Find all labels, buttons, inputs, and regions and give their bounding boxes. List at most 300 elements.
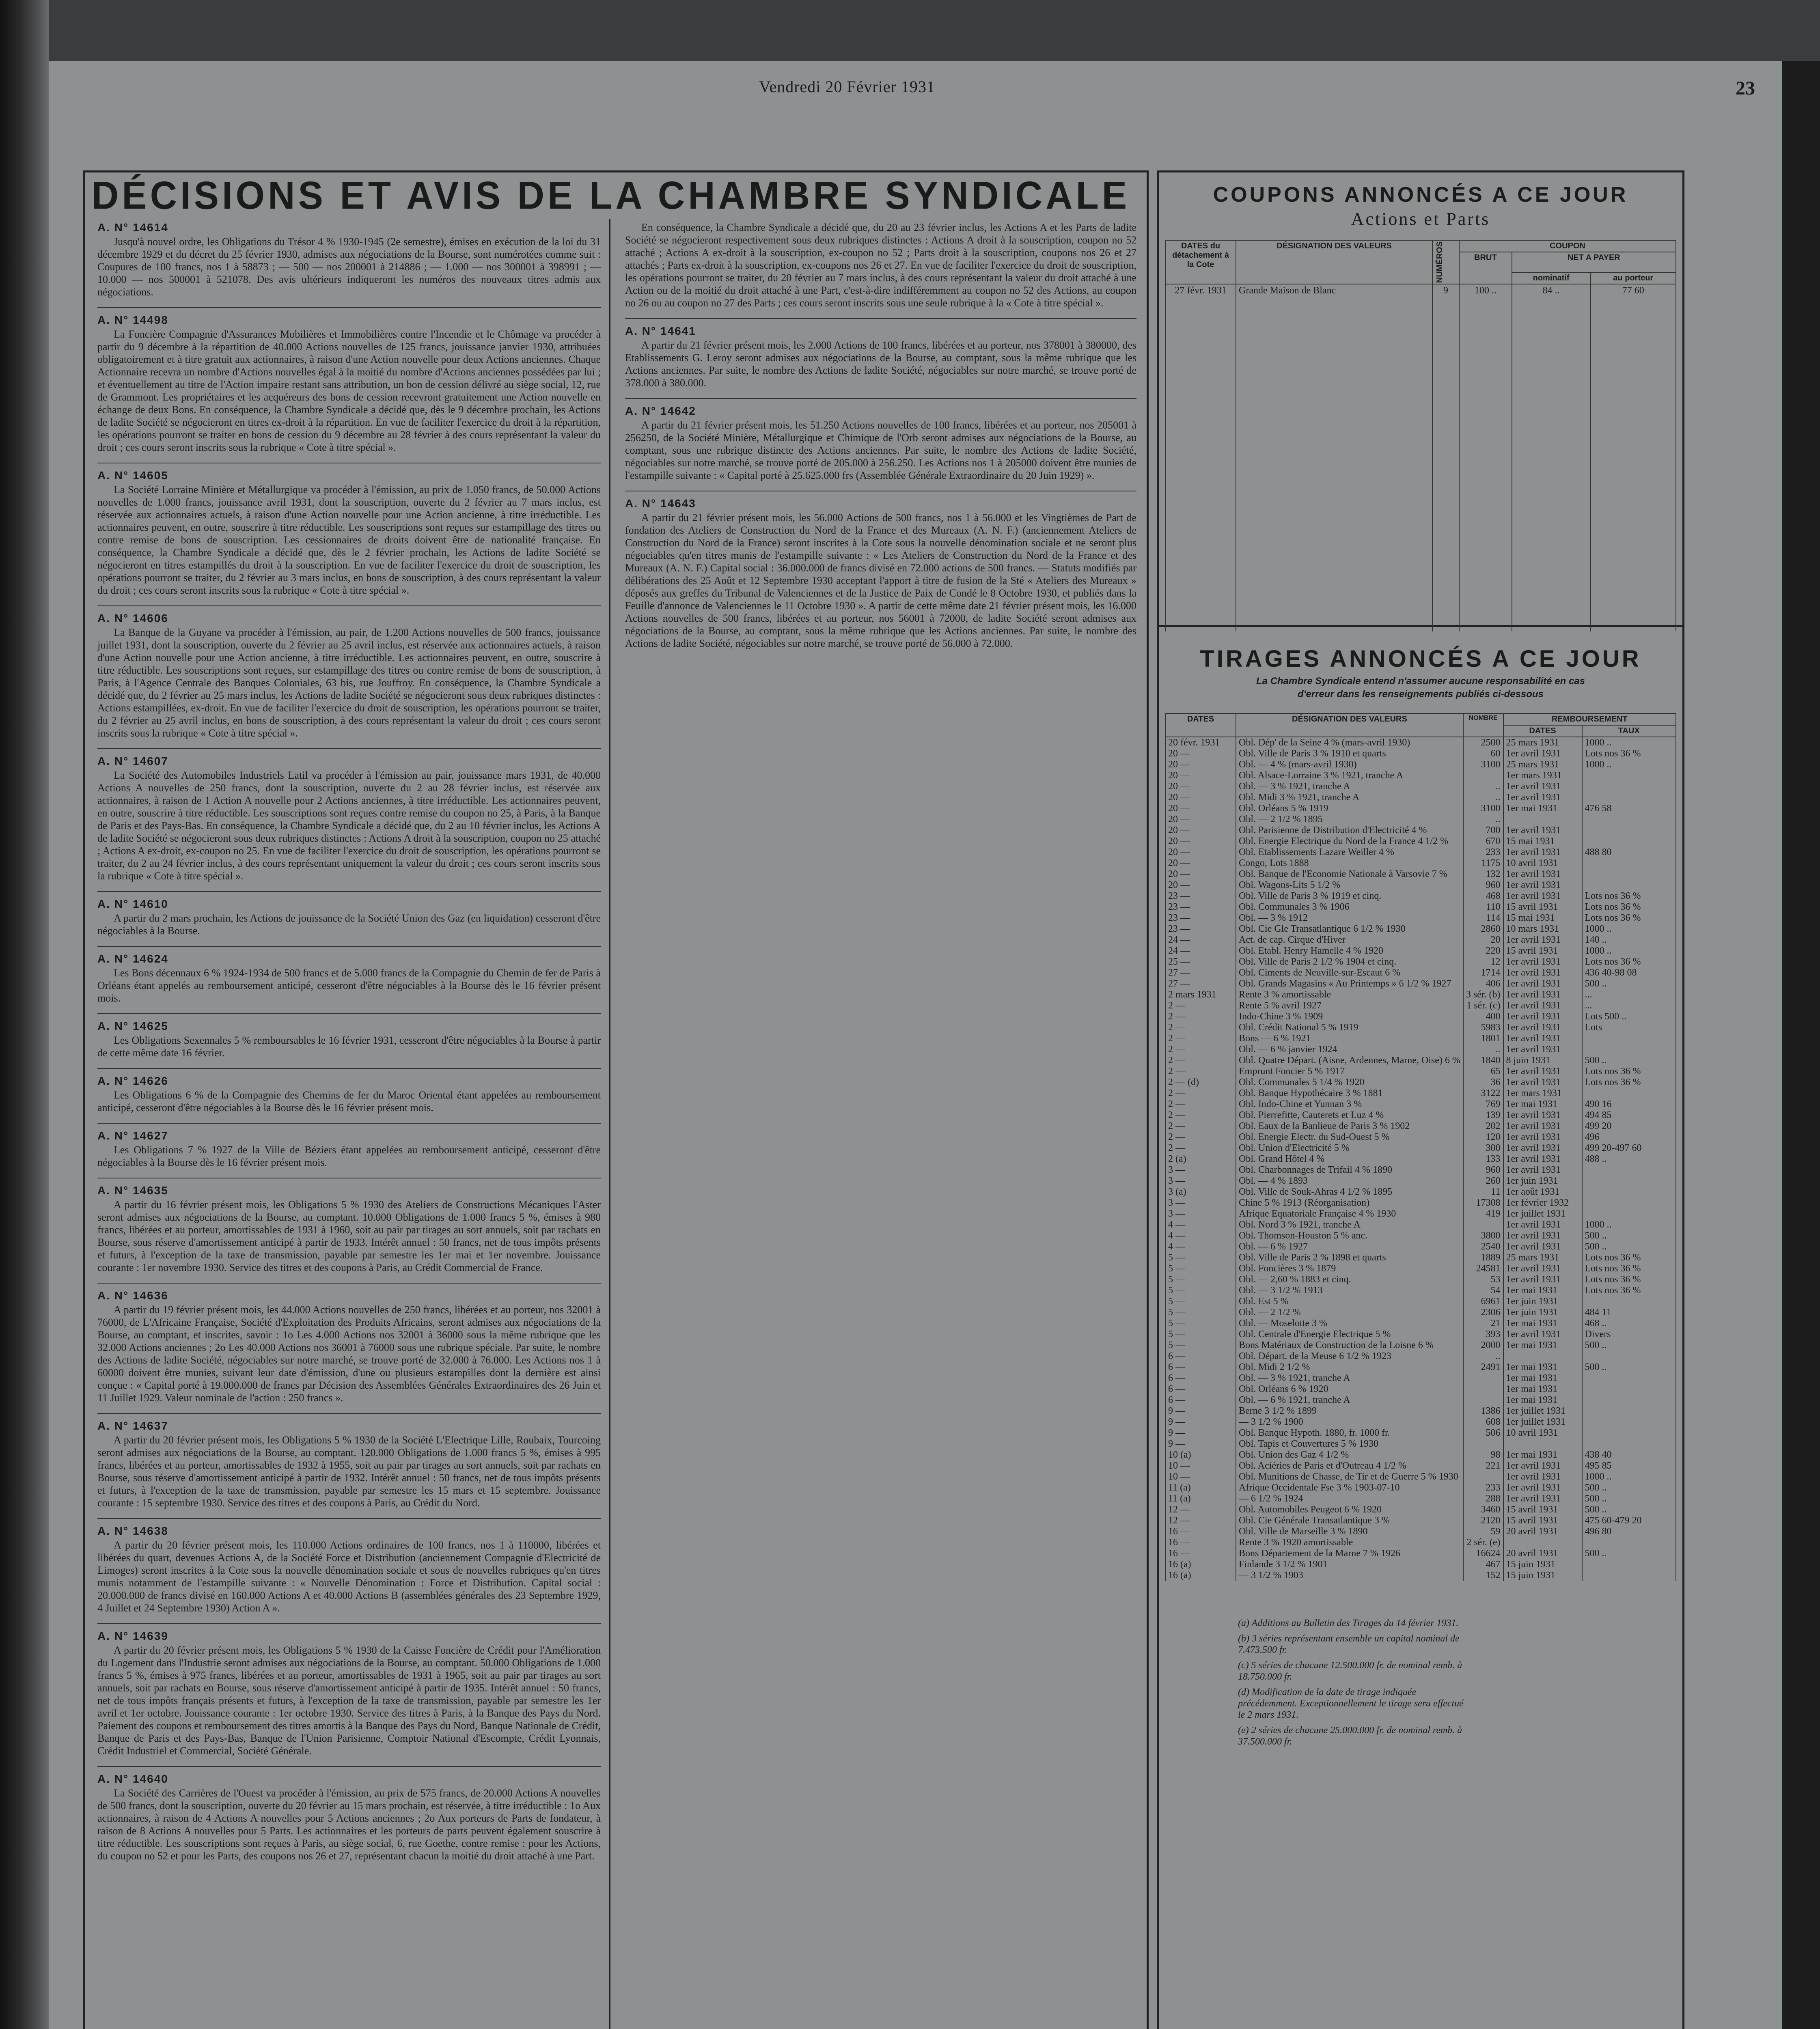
table-row [1165, 1230, 1676, 1241]
notice-number: A. N° 14636 [97, 1289, 168, 1302]
coupon-cell-porteur: 77 60 [1591, 284, 1676, 297]
notice-separator [97, 605, 601, 606]
tirage-cell-rdate: 10 avril 1931 [1503, 858, 1582, 869]
tirage-cell-rdate: 25 mars 1931 [1503, 759, 1582, 770]
empty-cell [1165, 297, 1236, 631]
page-edge [1782, 61, 1820, 2029]
tirage-cell-taux: 500 .. [1582, 1340, 1676, 1351]
tirage-cell-nombre: 139 [1463, 1110, 1503, 1121]
tirage-cell-taux [1582, 1165, 1676, 1176]
notice-item [97, 1419, 601, 1509]
left-frame-rule [83, 170, 85, 2029]
notices-column-1 [97, 221, 601, 2029]
tirage-cell-taux: ... [1582, 989, 1676, 1000]
notice-separator [625, 398, 1136, 399]
notice-separator [97, 1013, 601, 1014]
tirage-cell-taux [1582, 825, 1676, 836]
notice-item [97, 755, 601, 882]
tirage-cell-taux: Lots 500 .. [1582, 1011, 1676, 1022]
tirage-cell-date: 27 — [1165, 967, 1236, 978]
tirage-cell-nombre: 133 [1463, 1154, 1503, 1165]
table-row [1165, 1088, 1676, 1099]
tirage-cell-designation: Obl. Grands Magasins « Au Printemps » 6 1/2 % 1927 [1236, 978, 1463, 989]
tirage-cell-nombre: 120 [1463, 1132, 1503, 1143]
notice-separator [625, 318, 1136, 319]
notice-separator [97, 307, 601, 308]
tirage-cell-date: 20 — [1165, 847, 1236, 858]
table-row [1165, 1395, 1676, 1406]
tirage-cell-nombre: 1714 [1463, 967, 1503, 978]
col-header-designation: DÉSIGNATION DES VALEURS [1236, 713, 1463, 737]
tirage-cell-designation: Emprunt Foncier 5 % 1917 [1236, 1066, 1463, 1077]
tirage-cell-designation: Obl. Etablissements Lazare Weiller 4 % [1236, 847, 1463, 858]
notice-item [97, 1184, 601, 1274]
table-row [1165, 814, 1676, 825]
tirage-cell-taux: 494 85 [1582, 1110, 1676, 1121]
coupon-cell-date: 27 févr. 1931 [1165, 284, 1236, 297]
tirage-cell-designation: Congo, Lots 1888 [1236, 858, 1463, 869]
notice-separator [97, 1623, 601, 1624]
notice-item [97, 952, 601, 1004]
tirage-cell-designation: Obl. Thomson-Houston 5 % anc. [1236, 1230, 1463, 1241]
tirage-cell-nombre: 260 [1463, 1176, 1503, 1187]
footnote: (a) Additions au Bulletin des Tirages du 14 février 1931. [1238, 1618, 1459, 1628]
tirage-cell-date: 2 — [1165, 1110, 1236, 1121]
col-header-designation: DÉSIGNATION DES VALEURS [1236, 240, 1432, 284]
col-header-rdates: DATES [1503, 725, 1582, 737]
tirage-cell-taux [1582, 1428, 1676, 1439]
tirage-cell-rdate: 1er avril 1931 [1503, 1121, 1582, 1132]
tirage-cell-designation: Act. de cap. Cirque d'Hiver [1236, 935, 1463, 946]
tirage-cell-designation: Obl. Midi 2 1/2 % [1236, 1362, 1463, 1373]
tirage-cell-rdate: 15 avril 1931 [1503, 1504, 1582, 1515]
empty-cell [1236, 297, 1432, 631]
tirage-cell-designation: Obl. Communales 3 % 1906 [1236, 902, 1463, 913]
table-row [1165, 836, 1676, 847]
tirage-cell-date: 2 — [1165, 1044, 1236, 1055]
notice-separator [97, 891, 601, 892]
tirage-cell-nombre: 300 [1463, 1143, 1503, 1154]
column-rule-2 [1147, 170, 1149, 2029]
notice-number: A. N° 14624 [97, 952, 168, 965]
tirage-cell-taux [1582, 792, 1676, 803]
tirage-cell-rdate: 1er mai 1931 [1503, 1395, 1582, 1406]
tirage-cell-designation: Obl. Orléans 5 % 1919 [1236, 803, 1463, 814]
tirage-cell-designation: Obl. Charbonnages de Trifail 4 % 1890 [1236, 1165, 1463, 1176]
tirage-cell-designation: Obl. Crédit National 5 % 1919 [1236, 1022, 1463, 1033]
tirage-cell-designation: Obl. Ville de Marseille 3 % 1890 [1236, 1526, 1463, 1537]
tirage-cell-rdate: 1er avril 1931 [1503, 1066, 1582, 1077]
tirage-cell-taux: 495 85 [1582, 1460, 1676, 1471]
tirage-cell-date: 6 — [1165, 1373, 1236, 1384]
tirage-cell-date: 16 — [1165, 1548, 1236, 1559]
tirage-cell-taux [1582, 770, 1676, 781]
notice-number: A. N° 14639 [97, 1630, 168, 1642]
tirage-cell-rdate: 1er mai 1931 [1503, 803, 1582, 814]
tirage-cell-rdate: 1er mai 1931 [1503, 1362, 1582, 1373]
notice-item [625, 497, 1136, 650]
tirage-cell-date: 4 — [1165, 1241, 1236, 1252]
tirage-cell-taux: 140 .. [1582, 935, 1676, 946]
empty-cell [1432, 297, 1459, 631]
tirage-cell-rdate: 1er avril 1931 [1503, 1329, 1582, 1340]
tirage-cell-rdate: 1er mars 1931 [1503, 1088, 1582, 1099]
tirage-cell-rdate: 1er avril 1931 [1503, 781, 1582, 792]
tirage-cell-designation: Indo-Chine 3 % 1909 [1236, 1011, 1463, 1022]
notice-separator [97, 1068, 601, 1069]
table-row [1165, 1296, 1676, 1307]
tirage-cell-rdate: 10 avril 1931 [1503, 1428, 1582, 1439]
notice-text: Les Bons décennaux 6 % 1924-1934 de 500 francs et de 5.000 francs de la Compagnie du Chemin de fer de Paris à Orléans étant appelés au remboursement anticipé, cesseront d'être négociables à la Bourse dès le 16 février présent mois. [97, 967, 601, 1004]
notice-text: A partir du 20 février présent mois, les 110.000 Actions ordinaires de 100 francs, nos 1 à 110000, libérées et libérées du quart, devenues Actions A, de la Société Force et Distribution (anciennement Compagnie d'Electricité de Limoges) seront inscrites à la Cote sous la nouvelle dénomination sociale et sous de nouvelles rubriques qu'en titres munis notamment de l'estampille suivante : « Nouvelle Dénomination : Force et Distribution. Capital social : 20.000.000 de francs divisé en 160.000 Actions A et 40.000 Actions B (assemblées générales des 23 Septembre 1929, 4 Juillet et 24 Septembre 1930) Action A ». [97, 1539, 601, 1614]
tirage-cell-taux [1582, 1088, 1676, 1099]
tirage-cell-rdate: 1er avril 1931 [1503, 1230, 1582, 1241]
tirage-cell-nombre: 1889 [1463, 1252, 1503, 1263]
tirage-cell-designation: Rente 5 % avril 1927 [1236, 1000, 1463, 1011]
tirage-cell-taux: 468 .. [1582, 1318, 1676, 1329]
notice-separator [97, 946, 601, 947]
table-row [1165, 1198, 1676, 1208]
col-header-dates: DATES [1165, 713, 1236, 737]
table-row [1165, 1482, 1676, 1493]
tirage-cell-date: 9 — [1165, 1417, 1236, 1428]
tirage-cell-nombre: 3122 [1463, 1088, 1503, 1099]
tirage-cell-designation: Obl. — 3 % 1921, tranche A [1236, 781, 1463, 792]
tirage-cell-nombre: .. [1463, 781, 1503, 792]
tirage-cell-nombre [1463, 1439, 1503, 1450]
tirage-cell-nombre: 670 [1463, 836, 1503, 847]
table-row [1165, 1132, 1676, 1143]
tirage-cell-taux: 499 20 [1582, 1121, 1676, 1132]
table-row [1165, 1033, 1676, 1044]
col-header-nominatif: nominatif [1512, 272, 1591, 284]
tirage-cell-date: 20 — [1165, 880, 1236, 891]
top-rule-left [83, 170, 1147, 172]
tirage-cell-taux [1582, 880, 1676, 891]
tirage-cell-nombre [1463, 1471, 1503, 1482]
notice-number: A. N° 14614 [97, 221, 168, 234]
tirage-cell-date: 9 — [1165, 1428, 1236, 1439]
tirage-cell-taux [1582, 1033, 1676, 1044]
tirage-cell-rdate: 1er mai 1931 [1503, 1340, 1582, 1351]
tirage-cell-nombre: 3100 [1463, 759, 1503, 770]
coupon-cell-nominatif: 84 .. [1512, 284, 1591, 297]
notice-item [97, 1289, 601, 1404]
table-filler-row [1165, 297, 1676, 631]
tirage-cell-rdate: 1er avril 1931 [1503, 1110, 1582, 1121]
tirage-cell-rdate: 15 avril 1931 [1503, 902, 1582, 913]
tirage-cell-rdate: 1er mai 1931 [1503, 1373, 1582, 1384]
tirage-cell-date: 20 — [1165, 759, 1236, 770]
tirage-cell-date: 3 — [1165, 1176, 1236, 1187]
table-row [1165, 1241, 1676, 1252]
notice-text: La Foncière Compagnie d'Assurances Mobilières et Immobilières contre l'Incendie et le Chômage va procéder à partir du 9 décembre à la répartition de 40.000 Actions nouvelles de 125 francs, jouissance janvier 1930, attribuées obligatoirement et à titre gratuit aux actionnaires, à raison d'une Action nouvelle pour deux Actions anciennes. Chaque Actionnaire recevra un nombre d'Actions nouvelles égal à la moitié du nombre d'Actions anciennes possédées par lui ; et éventuellement au titre de l'Action impaire restant sans attribution, un bon de cession délivré au siège social, 12, rue de Grammont. Les propriétaires et les acquéreurs des bons de cession recevront gratuitement une Action nouvelle en échange de deux Bons. En conséquence, la Chambre Syndicale a décidé que, dès le 9 décembre prochain, les Actions de ladite Société se négocieront en titres ex-droit à la répartition. En vue de faciliter l'exercice du droit à la répartition, les opérations pourront se traiter en bons de cession du 9 décembre au 28 février à des cours représentant la valeur du droit ; ces cours seront inscrits sous la rubrique « Cote à titre spécial ». [97, 328, 601, 453]
notice-item [97, 612, 601, 739]
tirage-cell-date: 2 — (d) [1165, 1077, 1236, 1088]
table-row [1165, 891, 1676, 902]
tirage-cell-designation: Obl. Centrale d'Energie Electrique 5 % [1236, 1329, 1463, 1340]
notice-number: A. N° 14638 [97, 1525, 168, 1537]
tirage-cell-taux: 496 [1582, 1132, 1676, 1143]
running-head-date: Vendredi 20 Février 1931 [759, 78, 935, 96]
tirage-cell-designation: Obl. — 2 1/2 % 1895 [1236, 814, 1463, 825]
tirage-cell-date: 20 — [1165, 814, 1236, 825]
tirage-cell-rdate: 1er avril 1931 [1503, 967, 1582, 978]
tirage-cell-taux: 500 .. [1582, 1230, 1676, 1241]
tirage-cell-nombre: 700 [1463, 825, 1503, 836]
notice-number: A. N° 14606 [97, 612, 168, 625]
tirage-cell-nombre: 60 [1463, 748, 1503, 759]
tirage-cell-designation: Obl. — 4 % (mars-avril 1930) [1236, 759, 1463, 770]
tirage-cell-nombre: 2860 [1463, 924, 1503, 935]
table-row [1165, 902, 1676, 913]
tirage-cell-nombre: 3 sér. (b) [1463, 989, 1503, 1000]
tirage-cell-rdate: 1er avril 1931 [1503, 1263, 1582, 1274]
tirage-cell-taux [1582, 1044, 1676, 1055]
table-row [1165, 989, 1676, 1000]
col-header-porteur: au porteur [1591, 272, 1676, 284]
tirage-cell-date: 2 — [1165, 1055, 1236, 1066]
tirage-cell-designation: Finlande 3 1/2 % 1901 [1236, 1559, 1463, 1570]
tirage-cell-designation: Berne 3 1/2 % 1899 [1236, 1406, 1463, 1417]
tirage-cell-designation: Obl. Energie Electrique du Nord de la France 4 1/2 % [1236, 836, 1463, 847]
tirage-cell-designation: Obl. Ville de Paris 3 % 1910 et quarts [1236, 748, 1463, 759]
tirage-cell-rdate: 1er avril 1931 [1503, 880, 1582, 891]
notice-item [625, 221, 1136, 309]
table-row [1165, 967, 1676, 978]
tirage-cell-rdate: 1er avril 1931 [1503, 891, 1582, 902]
tirage-cell-nombre: 54 [1463, 1285, 1503, 1296]
col-header-coupon: COUPON [1459, 240, 1676, 252]
tirage-cell-designation: Obl. Munitions de Chasse, de Tir et de Guerre 5 % 1930 [1236, 1471, 1463, 1482]
notice-separator [97, 1413, 601, 1414]
tirage-cell-date: 20 — [1165, 792, 1236, 803]
page-title: DÉCISIONS ET AVIS DE LA CHAMBRE SYNDICALE [91, 174, 1130, 218]
tirage-cell-date: 5 — [1165, 1263, 1236, 1274]
tirage-cell-date: 2 — [1165, 1121, 1236, 1132]
tirage-cell-date: 6 — [1165, 1351, 1236, 1362]
tirage-cell-designation: Rente 3 % amortissable [1236, 989, 1463, 1000]
tirage-cell-date: 6 — [1165, 1395, 1236, 1406]
table-row [1165, 880, 1676, 891]
table-row [1165, 1373, 1676, 1384]
tirage-cell-nombre: 59 [1463, 1526, 1503, 1537]
tirage-cell-rdate: 1er juillet 1931 [1503, 1208, 1582, 1219]
table-row [1165, 956, 1676, 967]
table-row [1165, 1515, 1676, 1526]
tirage-cell-designation: Obl. Ciments de Neuville-sur-Escaut 6 % [1236, 967, 1463, 978]
table-row [1165, 1263, 1676, 1274]
notice-item [97, 1773, 601, 1862]
notice-text: A partir du 20 février présent mois, les Obligations 5 % 1930 de la Caisse Foncière de Crédit pour l'Amélioration du Logement dans l'Industrie seront admises aux négociations de la Bourse, au comptant. 50.000 Obligations de 1.000 francs 5 %, émises à 975 francs, libérées et au porteur, amortissables de 1931 à 1965, soit au pair par tirages au sort annuels, soit par rachats en Bourse, sous réserve d'amortissement anticipé à partir de 1935. Intérêt annuel : 50 francs, net de tous impôts français présents et futurs, à l'exception de la taxe de transmission, payable par semestre les 1er avril et 1er octobre. Jouissance courante : 1er octobre 1930. Service des titres à Paris, à la Banque des Pays du Nord. Paiement des coupons et remboursement des titres amortis à la Banque des Pays du Nord, Banque Nationale de Crédit, Banque de Paris et des Pays-Bas, Banque de l'Union Parisienne, Comptoir National d'Escompte, Crédit Lyonnais, Crédit Industriel et Commercial, Société Générale. [97, 1644, 601, 1757]
tirage-cell-date: 5 — [1165, 1329, 1236, 1340]
tirage-cell-rdate: 8 juin 1931 [1503, 1055, 1582, 1066]
tirage-cell-designation: — 3 1/2 % 1900 [1236, 1417, 1463, 1428]
notice-item [97, 1075, 601, 1114]
tirage-cell-rdate: 1er avril 1931 [1503, 825, 1582, 836]
tirage-cell-date: 5 — [1165, 1307, 1236, 1318]
tirage-cell-nombre: 220 [1463, 946, 1503, 956]
tirage-cell-nombre: 960 [1463, 880, 1503, 891]
tirage-cell-rdate: 1er mai 1931 [1503, 1318, 1582, 1329]
notice-text: En conséquence, la Chambre Syndicale a décidé que, du 20 au 23 février inclus, les Actions A et les Parts de ladite Société se négocieront respectivement sous deux rubriques distinctes : Actions A droit à la souscription, coupon no 52 attaché ; Actions A ex-droit à la souscription, ex-coupon no 52 ; Parts droit à la souscription, coupons nos 26 et 27 attachés ; Parts ex-droit à la souscription, ex-coupons nos 26 et 27. En vue de faciliter l'exercice du droit de souscription, les opérations pourront se traiter, du 20 février au 7 mars inclus, à des cours représentant la valeur du droit attaché à une Action ou de la moitié du droit attaché à une Part, c'est-à-dire indifféremment au coupon no 52 des Actions, au coupon no 26 ou au coupon no 27 des Parts ; ces cours seront inscrits sous une seule rubrique à la « Cote à titre spécial ». [625, 222, 1136, 309]
tirage-cell-rdate: 15 juin 1931 [1503, 1559, 1582, 1570]
tirage-cell-nombre: 3460 [1463, 1504, 1503, 1515]
notice-text: A partir du 19 février présent mois, les 44.000 Actions nouvelles de 250 francs, libérées et au porteur, nos 32001 à 76000, de L'Africaine Française, Société d'Exploitation des Produits Africains, seront admises aux négociations de la Bourse, au comptant, et inscrites, savoir : 1o Les 4.000 Actions nos 32001 à 36000 sous la même rubrique que les 32.000 Actions anciennes ; 2o Les 40.000 Actions nos 36001 à 76000 sous une rubrique spéciale. Par suite, le nombre des Actions de ladite Société, négociables sur notre marché, se trouve porté de 32.000 à 76.000. Les Actions nos 1 à 60000 doivent être munies, suivant leur date d'émission, d'une ou plusieurs estampilles dont la dernière est ainsi conçue : « Capital porté à 19.000.000 de francs par Décision des Assemblées Générales Extraordinaires des 26 Juin et 11 Juillet 1929. Valeur nominale de l'action : 250 francs ». [97, 1304, 601, 1404]
notice-text: Jusqu'à nouvel ordre, les Obligations du Trésor 4 % 1930-1945 (2e semestre), émises en exécution de la loi du 31 décembre 1929 et du décret du 25 février 1930, admises aux négociations de la Bourse, sont numérotées comme suit : Coupures de 100 francs, nos 1 à 58873 ; — 500 — nos 200001 à 214886 ; — 1.000 — nos 300001 à 398991 ; — 10.000 — nos 500001 à 521078. Des avis ultérieurs indiqueront les numéros des nouveaux titres admis aux négociations. [97, 236, 601, 298]
table-row [1165, 792, 1676, 803]
tirage-cell-taux [1582, 869, 1676, 880]
tirage-cell-date: 27 — [1165, 978, 1236, 989]
notice-text: La Banque de la Guyane va procéder à l'émission, au pair, de 1.200 Actions nouvelles de 500 francs, jouissance juillet 1931, dont la souscription, ouverte du 2 février au 25 avril inclus, est réservée aux actionnaires actuels, à raison d'une Action nouvelle pour une Action ancienne, à titre irréductible. Les actionnaires peuvent, en outre, souscrire à titre réductible. Les souscriptions sont reçues, sur estampillage des titres ou contre remise de bons de souscription, à Paris, à l'Agence Centrale des Banques Coloniales, 63 bis, rue Jouffroy. En conséquence, la Chambre Syndicale a décidé que, du 2 février au 25 mars inclus, les Actions de ladite Société se négocieront sous deux rubriques distinctes : Actions estampillées, ex-droit. En vue de faciliter l'exercice du droit de souscription, les opérations pourront se traiter, du 2 février au 25 avril inclus, en bons de souscription, à des cours représentant la valeur du droit ; ces cours seront inscrits sous la rubrique « Cote à titre spécial ». [97, 627, 601, 739]
tirage-cell-date: 16 (a) [1165, 1570, 1236, 1581]
table-row [1165, 1351, 1676, 1362]
tirage-cell-taux [1582, 1373, 1676, 1384]
tirage-cell-nombre: 393 [1463, 1329, 1503, 1340]
tirage-cell-designation: Obl. Alsace-Lorraine 3 % 1921, tranche A [1236, 770, 1463, 781]
tirage-cell-rdate: 1er avril 1931 [1503, 1274, 1582, 1285]
table-row [1165, 1307, 1676, 1318]
tirage-cell-rdate: 1er mai 1931 [1503, 1450, 1582, 1460]
tirage-cell-taux: 499 20-497 60 [1582, 1143, 1676, 1154]
tirage-cell-taux [1582, 1198, 1676, 1208]
coupons-title: COUPONS ANNONCÉS A CE JOUR [1213, 183, 1628, 207]
tirage-cell-nombre: 1 sér. (c) [1463, 1000, 1503, 1011]
tirage-cell-date: 23 — [1165, 891, 1236, 902]
tirage-cell-nombre: 17308 [1463, 1198, 1503, 1208]
tirage-cell-taux: Lots nos 36 % [1582, 913, 1676, 924]
tirage-cell-designation: Obl. Départ. de la Meuse 6 1/2 % 1923 [1236, 1351, 1463, 1362]
tirage-cell-taux: 500 .. [1582, 1362, 1676, 1373]
tirage-cell-nombre: 24581 [1463, 1263, 1503, 1274]
tirage-cell-rdate: 25 mars 1931 [1503, 1252, 1582, 1263]
tirage-cell-taux: 1000 .. [1582, 737, 1676, 748]
tirage-cell-rdate: 25 mars 1931 [1503, 737, 1582, 748]
tirage-cell-rdate: 15 mai 1931 [1503, 913, 1582, 924]
tirage-cell-taux: Lots nos 36 % [1582, 1252, 1676, 1263]
table-row [1165, 924, 1676, 935]
notice-number: A. N° 14607 [97, 755, 168, 767]
col-header-remboursement: REMBOURSEMENT [1503, 713, 1676, 725]
tirage-cell-designation: — 6 1/2 % 1924 [1236, 1493, 1463, 1504]
tirage-cell-date: 5 — [1165, 1340, 1236, 1351]
tirage-cell-nombre: 419 [1463, 1208, 1503, 1219]
col-header-dates: DATES du détachement à la Cote [1165, 240, 1236, 284]
tirage-cell-rdate: 1er mai 1931 [1503, 1099, 1582, 1110]
tirage-cell-date: 2 — [1165, 1132, 1236, 1143]
tirage-cell-designation: Obl. Parisienne de Distribution d'Electricité 4 % [1236, 825, 1463, 836]
tirage-cell-date: 5 — [1165, 1285, 1236, 1296]
notice-text: A partir du 20 février présent mois, les Obligations 5 % 1930 de la Société L'Electrique Lille, Roubaix, Tourcoing seront admises aux négociations de la Bourse, au comptant. 120.000 Obligations de 1.000 francs 5 %, émises à 995 francs, libérées et au porteur, amortissables de 1932 à 1955, soit au pair par tirages au sort annuels, soit par rachats en Bourse, sous réserve d'amortissement anticipé à partir de 1932. Intérêt annuel : 50 francs, net de tous impôts présents et futurs, à l'exception de la taxe de transmission, payable par semestre les 15 mars et 15 septembre. Jouissance courante : 15 septembre 1930. Service des titres et des coupons à Paris, au Crédit du Nord. [97, 1434, 601, 1509]
tirage-cell-nombre: 233 [1463, 847, 1503, 858]
tirage-cell-designation: Afrique Equatoriale Française 4 % 1930 [1236, 1208, 1463, 1219]
table-row [1165, 1362, 1676, 1373]
coupons-table [1165, 240, 1676, 631]
tirage-cell-taux: 500 .. [1582, 1493, 1676, 1504]
tirage-cell-designation: Obl. Ville de Paris 2 1/2 % 1904 et cinq. [1236, 956, 1463, 967]
tirage-cell-nombre: 400 [1463, 1011, 1503, 1022]
tirage-cell-date: 10 (a) [1165, 1450, 1236, 1460]
tirage-cell-rdate: 1er juin 1931 [1503, 1307, 1582, 1318]
tirage-cell-designation: Obl. — 3 1/2 % 1913 [1236, 1285, 1463, 1296]
tirage-cell-taux: Lots nos 36 % [1582, 891, 1676, 902]
table-row [1165, 858, 1676, 869]
tirage-cell-rdate: 1er avril 1931 [1503, 1011, 1582, 1022]
tirage-cell-date: 23 — [1165, 924, 1236, 935]
tirage-cell-nombre: 132 [1463, 869, 1503, 880]
table-row [1165, 1143, 1676, 1154]
tirage-cell-nombre: 3800 [1463, 1230, 1503, 1241]
tirage-cell-date: 9 — [1165, 1439, 1236, 1450]
table-row [1165, 1022, 1676, 1033]
tirage-cell-rdate: 15 avril 1931 [1503, 946, 1582, 956]
tirage-cell-nombre [1463, 1219, 1503, 1230]
page-number: 23 [1736, 78, 1755, 99]
notice-item [625, 405, 1136, 482]
tirage-cell-date: 5 — [1165, 1274, 1236, 1285]
tirage-cell-date: 24 — [1165, 935, 1236, 946]
tirage-cell-taux [1582, 1559, 1676, 1570]
tirage-cell-nombre: .. [1463, 1044, 1503, 1055]
notice-text: La Société des Carrières de l'Ouest va procéder à l'émission, au prix de 575 francs, de 20.000 Actions A nouvelles de 500 francs, dont la souscription, ouverte du 20 février au 15 mars prochain, est réservée, à titre irréductible : 1o Aux actionnaires, à raison de 4 Actions A nouvelles pour 5 Actions anciennes ; 2o Aux porteurs de Parts de fondateur, à raison de 8 Actions A nouvelles pour 5 Parts. Les actionnaires et les porteurs de parts peuvent également souscrire à titre réductible. Les souscriptions sont reçues à Paris, au siège social, 6, rue Goethe, contre remise : pour les Actions, du coupon no 52 et pour les Parts, des coupons nos 26 et 27, représentant chacun la moitié du droit attaché à une Part. [97, 1787, 601, 1862]
tirage-cell-date: 2 — [1165, 1000, 1236, 1011]
tirage-cell-taux [1582, 1296, 1676, 1307]
tirage-cell-rdate: 10 mars 1931 [1503, 924, 1582, 935]
tirage-cell-designation: Obl. Orléans 6 % 1920 [1236, 1384, 1463, 1395]
tirage-cell-nombre: 65 [1463, 1066, 1503, 1077]
table-row [1165, 1285, 1676, 1296]
tirage-cell-date: 2 (a) [1165, 1154, 1236, 1165]
tirage-cell-designation: Obl. Etabl. Henry Hamelle 4 % 1920 [1236, 946, 1463, 956]
notice-item [97, 1129, 601, 1169]
tirage-cell-date: 9 — [1165, 1406, 1236, 1417]
table-row [1165, 781, 1676, 792]
tirage-cell-taux [1582, 1406, 1676, 1417]
tirage-cell-nombre: 2120 [1463, 1515, 1503, 1526]
tirage-cell-designation: Obl. Dép' de la Seine 4 % (mars-avril 1930) [1236, 737, 1463, 748]
coupon-cell-designation: Grande Maison de Blanc [1236, 284, 1432, 297]
table-row [1165, 1099, 1676, 1110]
tirage-cell-designation: Obl. Eaux de la Banlieue de Paris 3 % 1902 [1236, 1121, 1463, 1132]
tirage-cell-taux: 500 .. [1582, 1482, 1676, 1493]
tirage-cell-rdate: 1er février 1932 [1503, 1198, 1582, 1208]
tirage-cell-nombre: 20 [1463, 935, 1503, 946]
tirage-cell-date: 20 févr. 1931 [1165, 737, 1236, 748]
notice-separator [97, 1283, 601, 1284]
tirage-cell-rdate: 1er mars 1931 [1503, 770, 1582, 781]
tirage-cell-taux: Lots nos 36 % [1582, 1274, 1676, 1285]
tirage-cell-taux: Lots nos 36 % [1582, 748, 1676, 759]
tirage-cell-nombre: 1840 [1463, 1055, 1503, 1066]
tirage-cell-taux: 490 16 [1582, 1099, 1676, 1110]
notice-text: A partir du 21 février présent mois, les 2.000 Actions de 100 francs, libérées et au porteur, nos 378001 à 380000, des Etablissements G. Leroy seront admises aux négociations de la Bourse, au comptant, sous la même rubrique que les Actions anciennes. Par suite, le nombre des Actions de ladite Société, négociables sur notre marché, se trouve porté de 378.000 à 380.000. [625, 339, 1136, 389]
tirage-cell-taux: 500 .. [1582, 1504, 1676, 1515]
tirage-cell-designation: Obl. Midi 3 % 1921, tranche A [1236, 792, 1463, 803]
tirage-cell-nombre: 468 [1463, 891, 1503, 902]
tirage-cell-taux: 484 11 [1582, 1307, 1676, 1318]
tirage-cell-date: 2 — [1165, 1033, 1236, 1044]
tirage-cell-designation: Chine 5 % 1913 (Réorganisation) [1236, 1198, 1463, 1208]
tirage-cell-rdate: 1er avril 1931 [1503, 1493, 1582, 1504]
tirage-cell-date: 4 — [1165, 1230, 1236, 1241]
tirage-cell-taux [1582, 1570, 1676, 1581]
tirage-cell-nombre: 2540 [1463, 1241, 1503, 1252]
table-row [1165, 1154, 1676, 1165]
tirage-cell-designation: Obl. Union des Gaz 4 1/2 % [1236, 1450, 1463, 1460]
tirage-cell-date: 2 — [1165, 1143, 1236, 1154]
table-row [1165, 1329, 1676, 1340]
tirage-cell-date: 2 — [1165, 1099, 1236, 1110]
